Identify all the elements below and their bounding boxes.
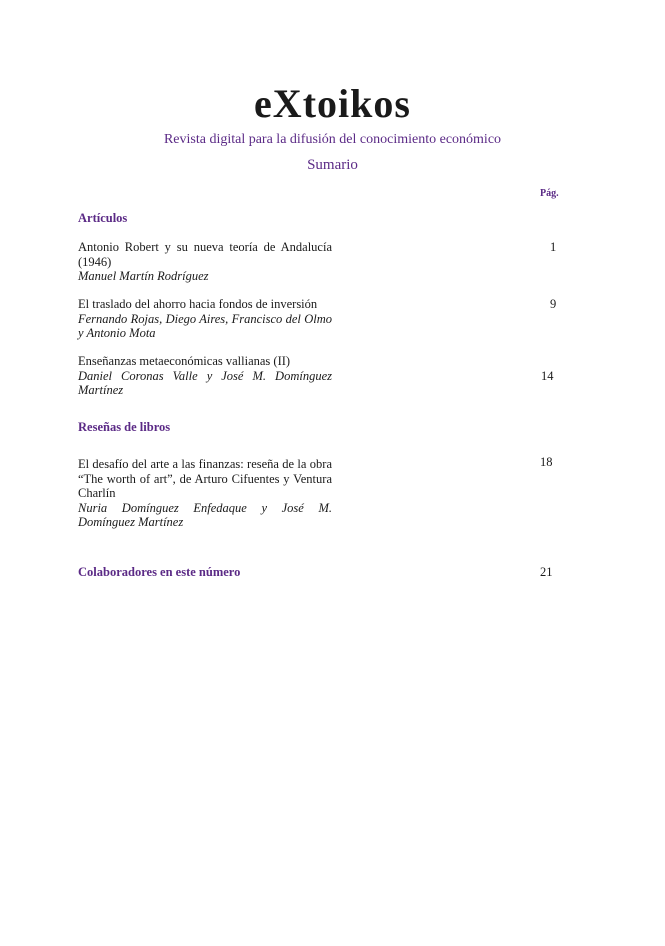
section-heading-resenas: Reseñas de libros (78, 420, 171, 434)
toc-entry[interactable] (78, 297, 332, 341)
entry-page-number: 18 (540, 455, 553, 469)
entry-page-number: 14 (541, 369, 554, 383)
page-column-label: Pág. (540, 188, 559, 199)
entry-title: El traslado del ahorro hacia fondos de inversión (78, 297, 318, 311)
journal-subtitle: Revista digital para la difusión del conocimiento económico (163, 132, 502, 147)
toc-entry[interactable] (78, 354, 332, 398)
contributors-link[interactable]: Colaboradores en este número (78, 565, 241, 579)
entry-title: Enseñanzas metaeconómicas vallianas (II) (78, 354, 291, 368)
entry-author: Manuel Martín Rodríguez (78, 269, 209, 283)
entry-author: Daniel Coronas Valle y José M. Domínguez Martínez (78, 368, 332, 397)
toc-heading: Sumario (307, 157, 358, 173)
contributors-page-number: 21 (540, 565, 553, 579)
entry-page-number: 1 (550, 240, 557, 254)
journal-title: eXtoikos (254, 81, 411, 126)
toc-entry[interactable] (78, 457, 332, 530)
entry-page-number: 9 (550, 297, 557, 311)
section-heading-articulos: Artículos (78, 211, 128, 225)
entry-author: Nuria Domínguez Enfedaque y José M. Domínguez Martínez (78, 500, 332, 529)
entry-title: El desafío del arte a las finanzas: reseña de la obra “The worth of art”, de Arturo Cifuentes y Ventura Charlín (78, 457, 332, 500)
entry-title: Antonio Robert y su nueva teoría de Andalucía (1946) (78, 240, 332, 269)
entry-author: Fernando Rojas, Diego Aires, Francisco del Olmo y Antonio Mota (78, 311, 332, 340)
toc-entry[interactable] (78, 240, 332, 284)
